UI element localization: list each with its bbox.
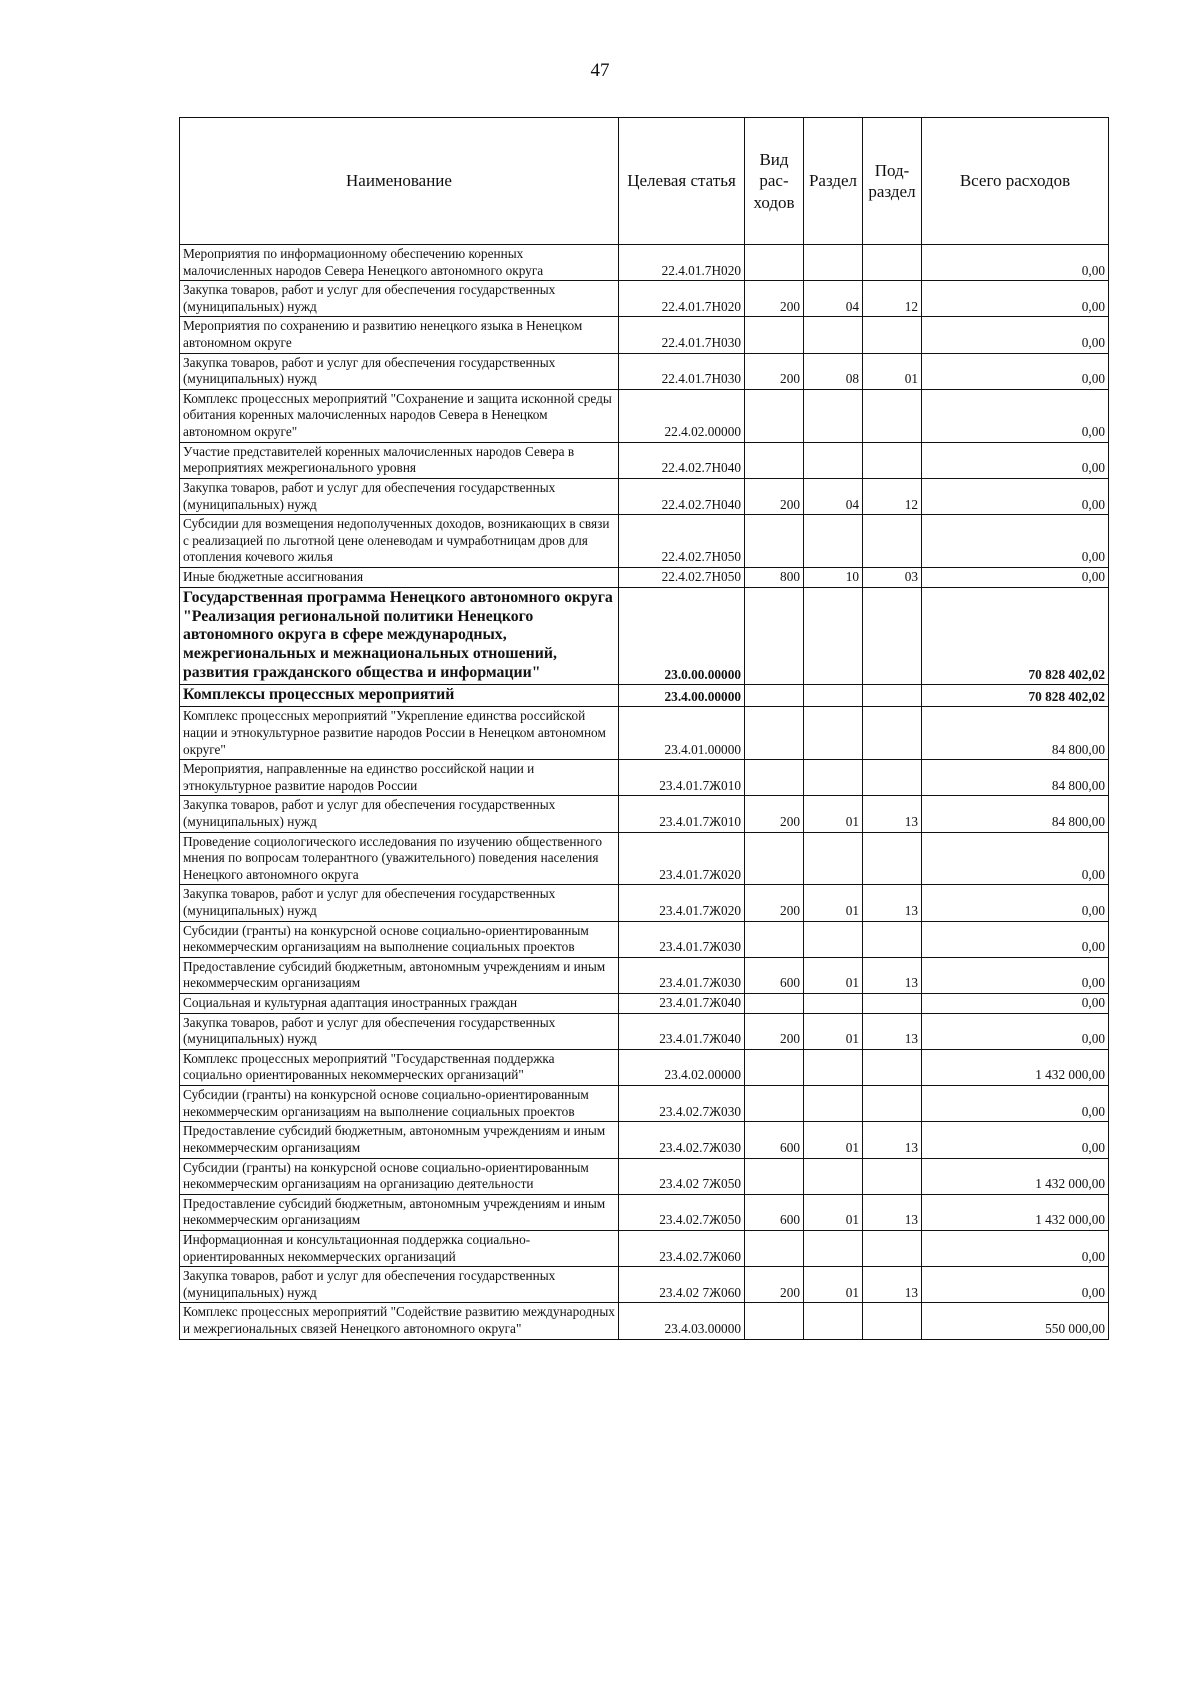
header-target: Целевая статья	[619, 118, 745, 245]
row-section	[804, 587, 863, 685]
row-name: Комплекс процессных мероприятий "Укрепление единства российской нации и этнокультурное развитие народов России в Ненецком автономном округе"	[180, 707, 619, 760]
row-kind	[745, 1303, 804, 1339]
row-section: 01	[804, 796, 863, 832]
row-subsection: 13	[863, 1013, 922, 1049]
row-target: 23.4.01.7Ж010	[619, 760, 745, 796]
row-target: 22.4.02.7Н040	[619, 442, 745, 478]
table-row	[180, 1049, 1109, 1085]
table-row	[180, 1230, 1109, 1266]
table-row	[180, 281, 1109, 317]
row-section	[804, 685, 863, 707]
row-total: 0,00	[922, 281, 1109, 317]
row-section	[804, 707, 863, 760]
row-kind: 800	[745, 567, 804, 587]
row-target: 23.4.02.7Ж030	[619, 1122, 745, 1158]
header-kind: Вид рас- ходов	[745, 118, 804, 245]
row-name: Закупка товаров, работ и услуг для обеспечения государственных (муниципальных) нужд	[180, 281, 619, 317]
row-target: 22.4.01.7Н020	[619, 245, 745, 281]
row-section	[804, 389, 863, 442]
row-section: 01	[804, 1194, 863, 1230]
row-subsection	[863, 707, 922, 760]
row-kind	[745, 1230, 804, 1266]
row-subsection	[863, 515, 922, 568]
row-target: 23.4.02 7Ж060	[619, 1267, 745, 1303]
row-target: 23.4.01.7Ж040	[619, 994, 745, 1014]
row-name: Субсидии (гранты) на конкурсной основе социально-ориентированным некоммерческим организациям на выполнение социальных проектов	[180, 1086, 619, 1122]
row-name: Комплекс процессных мероприятий "Государственная поддержка социально ориентированных некоммерческих организаций"	[180, 1049, 619, 1085]
row-section	[804, 317, 863, 353]
row-name: Закупка товаров, работ и услуг для обеспечения государственных (муниципальных) нужд	[180, 1267, 619, 1303]
table-row	[180, 1086, 1109, 1122]
row-kind	[745, 921, 804, 957]
row-target: 22.4.01.7Н030	[619, 353, 745, 389]
row-name: Закупка товаров, работ и услуг для обеспечения государственных (муниципальных) нужд	[180, 353, 619, 389]
row-kind	[745, 1049, 804, 1085]
header-row	[180, 118, 1109, 245]
page-number: 47	[590, 60, 610, 81]
row-kind: 600	[745, 957, 804, 993]
row-total: 0,00	[922, 1086, 1109, 1122]
table-row	[180, 515, 1109, 568]
row-total: 1 432 000,00	[922, 1158, 1109, 1194]
row-total: 1 432 000,00	[922, 1049, 1109, 1085]
row-subsection	[863, 685, 922, 707]
table-row	[180, 245, 1109, 281]
row-subsection: 13	[863, 1267, 922, 1303]
row-name: Комплекс процессных мероприятий "Содействие развитию международных и межрегиональных связей Ненецкого автономного округа"	[180, 1303, 619, 1339]
row-total: 0,00	[922, 957, 1109, 993]
row-subsection: 13	[863, 885, 922, 921]
row-kind: 200	[745, 478, 804, 514]
row-total: 84 800,00	[922, 796, 1109, 832]
header-name: Наименование	[180, 118, 619, 245]
row-target: 23.4.01.7Ж020	[619, 885, 745, 921]
row-section: 01	[804, 1013, 863, 1049]
row-subsection	[863, 994, 922, 1014]
row-kind	[745, 994, 804, 1014]
table-row	[180, 442, 1109, 478]
row-section: 01	[804, 1122, 863, 1158]
row-kind	[745, 685, 804, 707]
row-section: 01	[804, 1267, 863, 1303]
row-name: Государственная программа Ненецкого автономного округа "Реализация региональной политики Ненецкого автономного округа в сфере международных, межрегиональных и межнациональных отношений, развития гражданского общества и информации"	[180, 587, 619, 685]
row-section	[804, 1303, 863, 1339]
row-subsection	[863, 1158, 922, 1194]
row-total: 0,00	[922, 442, 1109, 478]
row-section	[804, 1230, 863, 1266]
row-section	[804, 442, 863, 478]
row-total: 0,00	[922, 885, 1109, 921]
row-name: Социальная и культурная адаптация иностранных граждан	[180, 994, 619, 1014]
table-row	[180, 796, 1109, 832]
row-total: 550 000,00	[922, 1303, 1109, 1339]
table-row	[180, 587, 1109, 685]
table-row	[180, 957, 1109, 993]
header-subsection: Под- раздел	[863, 118, 922, 245]
header-section: Раздел	[804, 118, 863, 245]
table-row	[180, 685, 1109, 707]
row-kind	[745, 760, 804, 796]
row-name: Субсидии (гранты) на конкурсной основе социально-ориентированным некоммерческим организациям на выполнение социальных проектов	[180, 921, 619, 957]
row-subsection	[863, 587, 922, 685]
row-name: Предоставление субсидий бюджетным, автономным учреждениям и иным некоммерческим организациям	[180, 1122, 619, 1158]
table-row	[180, 317, 1109, 353]
table-row	[180, 1267, 1109, 1303]
row-kind: 200	[745, 1013, 804, 1049]
row-target: 23.4.01.7Ж020	[619, 832, 745, 885]
row-name: Мероприятия по сохранению и развитию ненецкого языка в Ненецком автономном округе	[180, 317, 619, 353]
row-subsection	[863, 1230, 922, 1266]
header-total: Всего расходов	[922, 118, 1109, 245]
row-name: Мероприятия по информационному обеспечению коренных малочисленных народов Севера Ненецкого автономного округа	[180, 245, 619, 281]
row-kind: 200	[745, 796, 804, 832]
table-row	[180, 707, 1109, 760]
row-target: 23.0.00.00000	[619, 587, 745, 685]
row-name: Предоставление субсидий бюджетным, автономным учреждениям и иным некоммерческим организациям	[180, 1194, 619, 1230]
row-target: 23.4.01.7Ж010	[619, 796, 745, 832]
row-total: 84 800,00	[922, 707, 1109, 760]
table-row	[180, 1194, 1109, 1230]
row-total: 0,00	[922, 832, 1109, 885]
row-kind	[745, 442, 804, 478]
row-target: 23.4.02.7Ж060	[619, 1230, 745, 1266]
row-section	[804, 245, 863, 281]
row-subsection	[863, 389, 922, 442]
row-kind: 200	[745, 885, 804, 921]
row-subsection	[863, 1303, 922, 1339]
table-row	[180, 478, 1109, 514]
row-section	[804, 994, 863, 1014]
row-subsection	[863, 760, 922, 796]
row-subsection	[863, 832, 922, 885]
table-row	[180, 760, 1109, 796]
row-name: Закупка товаров, работ и услуг для обеспечения государственных (муниципальных) нужд	[180, 478, 619, 514]
row-total: 0,00	[922, 921, 1109, 957]
table-row	[180, 389, 1109, 442]
row-subsection: 01	[863, 353, 922, 389]
table-row	[180, 353, 1109, 389]
row-name: Субсидии для возмещения недополученных доходов, возникающих в связи с реализацией по льготной цене оленеводам и чумработницам дров для отопления кочевого жилья	[180, 515, 619, 568]
table-row	[180, 1303, 1109, 1339]
row-target: 23.4.01.7Ж030	[619, 957, 745, 993]
row-kind: 600	[745, 1122, 804, 1158]
row-section: 01	[804, 957, 863, 993]
row-name: Мероприятия, направленные на единство российской нации и этнокультурное развитие народов России	[180, 760, 619, 796]
row-name: Комплекс процессных мероприятий "Сохранение и защита исконной среды обитания коренных малочисленных народов Севера в Ненецком автономном округе"	[180, 389, 619, 442]
row-total: 0,00	[922, 478, 1109, 514]
row-target: 22.4.02.00000	[619, 389, 745, 442]
row-kind	[745, 389, 804, 442]
table-row	[180, 885, 1109, 921]
row-section	[804, 1158, 863, 1194]
row-subsection: 12	[863, 478, 922, 514]
row-subsection: 12	[863, 281, 922, 317]
row-name: Субсидии (гранты) на конкурсной основе социально-ориентированным некоммерческим организациям на организацию деятельности	[180, 1158, 619, 1194]
row-kind: 600	[745, 1194, 804, 1230]
row-target: 23.4.01.7Ж030	[619, 921, 745, 957]
table-row	[180, 1122, 1109, 1158]
row-target: 23.4.02.00000	[619, 1049, 745, 1085]
row-section	[804, 921, 863, 957]
row-section: 04	[804, 478, 863, 514]
row-subsection	[863, 1086, 922, 1122]
row-total: 0,00	[922, 353, 1109, 389]
row-total: 84 800,00	[922, 760, 1109, 796]
row-subsection	[863, 245, 922, 281]
row-section	[804, 515, 863, 568]
row-target: 22.4.02.7Н040	[619, 478, 745, 514]
row-target: 23.4.02.7Ж050	[619, 1194, 745, 1230]
row-kind	[745, 587, 804, 685]
row-total: 1 432 000,00	[922, 1194, 1109, 1230]
row-target: 23.4.00.00000	[619, 685, 745, 707]
row-total: 0,00	[922, 1267, 1109, 1303]
row-section: 08	[804, 353, 863, 389]
row-total: 70 828 402,02	[922, 685, 1109, 707]
row-target: 23.4.01.00000	[619, 707, 745, 760]
row-section	[804, 760, 863, 796]
row-subsection: 13	[863, 1194, 922, 1230]
row-target: 23.4.03.00000	[619, 1303, 745, 1339]
row-kind: 200	[745, 281, 804, 317]
row-name: Комплексы процессных мероприятий	[180, 685, 619, 707]
row-subsection	[863, 442, 922, 478]
row-kind	[745, 245, 804, 281]
row-kind	[745, 1158, 804, 1194]
row-target: 22.4.02.7Н050	[619, 515, 745, 568]
row-total: 0,00	[922, 1230, 1109, 1266]
row-name: Закупка товаров, работ и услуг для обеспечения государственных (муниципальных) нужд	[180, 885, 619, 921]
row-section	[804, 832, 863, 885]
row-total: 0,00	[922, 515, 1109, 568]
row-total: 0,00	[922, 567, 1109, 587]
row-subsection: 13	[863, 957, 922, 993]
row-target: 23.4.01.7Ж040	[619, 1013, 745, 1049]
row-subsection	[863, 921, 922, 957]
row-kind	[745, 1086, 804, 1122]
row-target: 23.4.02 7Ж050	[619, 1158, 745, 1194]
row-total: 0,00	[922, 389, 1109, 442]
row-section: 04	[804, 281, 863, 317]
row-kind	[745, 515, 804, 568]
row-subsection	[863, 317, 922, 353]
row-total: 0,00	[922, 1122, 1109, 1158]
table-row	[180, 567, 1109, 587]
row-total: 0,00	[922, 245, 1109, 281]
row-name: Иные бюджетные ассигнования	[180, 567, 619, 587]
row-name: Проведение социологического исследования по изучению общественного мнения по вопросам толерантного (уважительного) поведения населения Ненецкого автономного округа	[180, 832, 619, 885]
row-kind: 200	[745, 1267, 804, 1303]
row-section	[804, 1049, 863, 1085]
row-name: Участие представителей коренных малочисленных народов Севера в мероприятиях межрегионального уровня	[180, 442, 619, 478]
row-total: 0,00	[922, 994, 1109, 1014]
row-total: 70 828 402,02	[922, 587, 1109, 685]
row-kind	[745, 317, 804, 353]
table-row	[180, 1158, 1109, 1194]
row-kind: 200	[745, 353, 804, 389]
row-subsection	[863, 1049, 922, 1085]
row-section: 01	[804, 885, 863, 921]
row-subsection: 03	[863, 567, 922, 587]
row-name: Предоставление субсидий бюджетным, автономным учреждениям и иным некоммерческим организациям	[180, 957, 619, 993]
table-row	[180, 1013, 1109, 1049]
row-section: 10	[804, 567, 863, 587]
budget-table	[179, 117, 1109, 1340]
row-name: Закупка товаров, работ и услуг для обеспечения государственных (муниципальных) нужд	[180, 1013, 619, 1049]
row-target: 22.4.01.7Н030	[619, 317, 745, 353]
row-kind	[745, 832, 804, 885]
row-section	[804, 1086, 863, 1122]
row-subsection: 13	[863, 1122, 922, 1158]
row-total: 0,00	[922, 1013, 1109, 1049]
row-subsection: 13	[863, 796, 922, 832]
table-row	[180, 994, 1109, 1014]
row-kind	[745, 707, 804, 760]
row-total: 0,00	[922, 317, 1109, 353]
table-row	[180, 832, 1109, 885]
row-target: 22.4.02.7Н050	[619, 567, 745, 587]
row-name: Закупка товаров, работ и услуг для обеспечения государственных (муниципальных) нужд	[180, 796, 619, 832]
row-name: Информационная и консультационная поддержка социально-ориентированных некоммерческих организаций	[180, 1230, 619, 1266]
row-target: 23.4.02.7Ж030	[619, 1086, 745, 1122]
table-row	[180, 921, 1109, 957]
row-target: 22.4.01.7Н020	[619, 281, 745, 317]
